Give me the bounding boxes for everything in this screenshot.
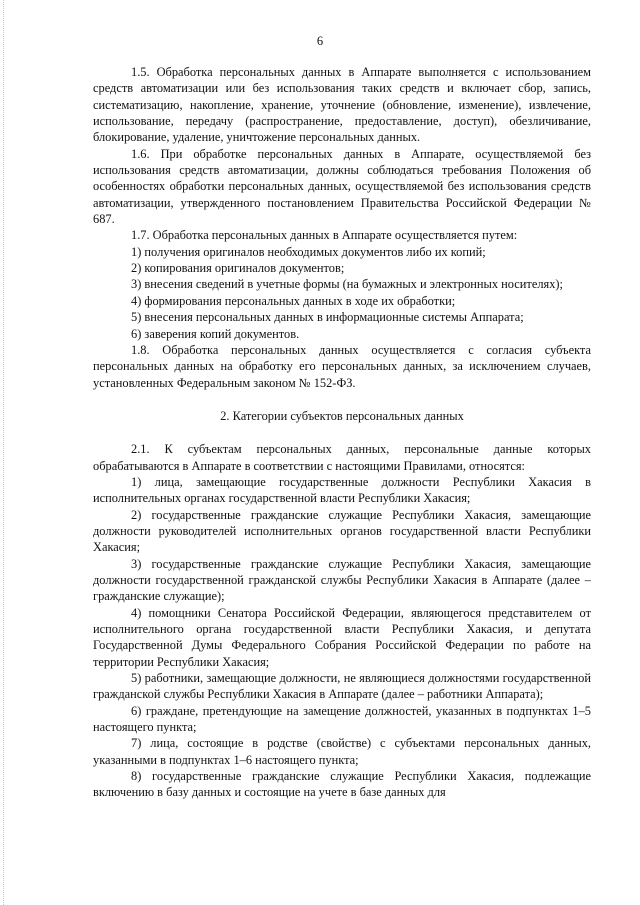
paragraph-1-5: 1.5. Обработка персональных данных в Аппарате выполняется с использованием средств автоматизации или без использования таких средств и включает сбор, запись, систематизацию, накопление, хранение, уточнение (обновление, изменение), извлечение, использование, передачу (распространение, предоставление, доступ), обезличивание, блокирование, удаление, уничтожение персональных данных. [93,65,591,145]
paragraph-1-7: 1.7. Обработка персональных данных в Аппарате осуществляется путем: [131,228,518,243]
page-number: 6 [316,34,324,48]
list-item-2-1-8: 8) государственные гражданские служащие Республики Хакасия, подлежащие включению в базу данных и состоящие на учете в базе данных для [93,769,591,800]
list-item-1-7-3: 3) внесения сведений в учетные формы (на бумажных и электронных носителях); [131,277,563,292]
list-item-1-7-4: 4) формирования персональных данных в ходе их обработки; [131,293,456,308]
list-item-2-1-7: 7) лица, состоящие в родстве (свойстве) с субъектами персональных данных, указанными в подпунктах 1–6 настоящего пункта; [93,736,591,767]
section-heading: 2. Категории субъектов персональных данных [220,408,464,423]
list-item-2-1-4: 4) помощники Сенатора Российской Федерации, являющегося представителем от исполнительного органа государственной власти Республики Хакасия, и депутата Государственной Думы Федерального Собрания Российской Федерации по работе на территории Республики Хакасия; [93,605,591,669]
list-item-2-1-1: 1) лица, замещающие государственные должности Республики Хакасия в исполнительных органах государственной власти Республики Хакасия; [93,474,591,506]
document-body [93,64,591,801]
paragraph-1-8: 1.8. Обработка персональных данных осуществляется с согласия субъекта персональных данных на обработку его персональных данных, за исключением случаев, установленных Федеральным законом № 152-ФЗ. [93,342,591,390]
list-item-2-1-6: 6) граждане, претендующие на замещение должностей, указанных в подпунктах 1–5 настоящего пункта; [93,703,591,735]
list-item-1-7-1: 1) получения оригиналов необходимых документов либо их копий; [131,244,486,259]
list-item-1-7-6: 6) заверения копий документов. [131,326,300,341]
list-item-2-1-5: 5) работники, замещающие должности, не являющиеся должностями государственной гражданской службы Республики Хакасия в Аппарате (далее – работники Аппарата); [93,671,591,702]
list-item-2-1-3: 3) государственные гражданские служащие Республики Хакасия, замещающие должности государственной гражданской службы Республики Хакасия в Аппарате (далее – гражданские служащие); [93,556,591,604]
list-item-2-1-2: 2) государственные гражданские служащие Республики Хакасия, замещающие должности руководителей исполнительных органов государственной власти Республики Хакасия; [93,507,591,555]
paragraph-2-1: 2.1. К субъектам персональных данных, персональные данные которых обрабатываются в Аппарате в соответствии с настоящими Правилами, относятся: [93,442,591,473]
paragraph-1-6: 1.6. При обработке персональных данных в Аппарате, осуществляемой без использования средств автоматизации, должны соблюдаться требования Положения об особенностях обработки персональных данных, осуществляемой без использования средств автоматизации, утвержденного постановлением Правительства Российской Федерации № 687. [93,146,591,227]
scan-edge-mark [3,0,5,905]
list-item-1-7-5: 5) внесения персональных данных в информационные системы Аппарата; [131,310,524,325]
list-item-1-7-2: 2) копирования оригиналов документов; [131,261,345,276]
